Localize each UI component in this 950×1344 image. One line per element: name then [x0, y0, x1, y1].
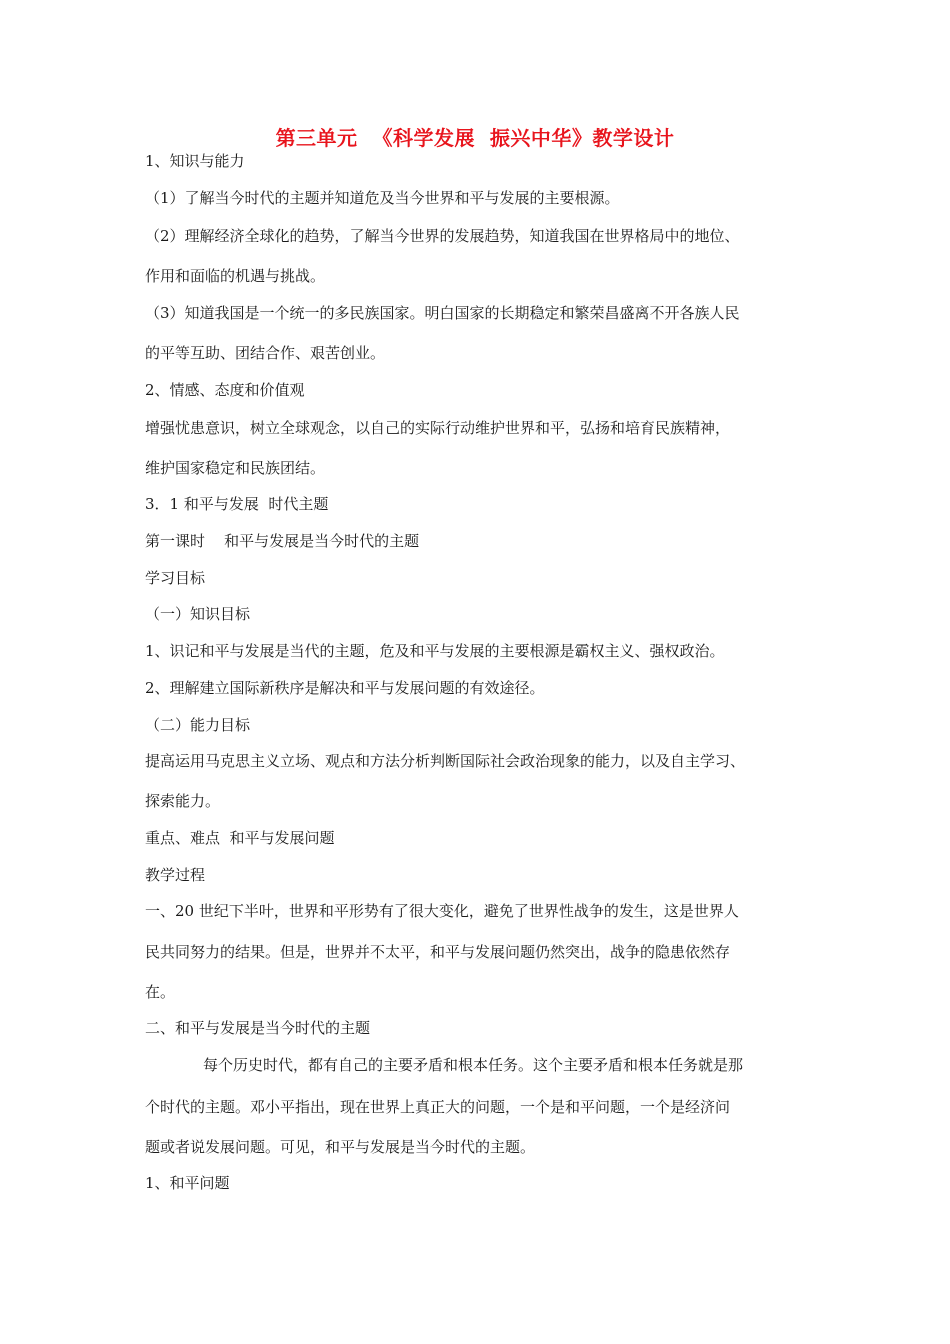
paragraph-line: 个时代的主题。邓小平指出，现在世界上真正大的问题，一个是和平问题，一个是经济问 [145, 1098, 731, 1116]
heading-knowledge-goals: （一）知识目标 [145, 605, 251, 623]
paragraph-line: 增强忧患意识，树立全球观念，以自己的实际行动维护世界和平，弘扬和培育民族精神， [145, 419, 731, 437]
paragraph-line: 探索能力。 [145, 792, 221, 810]
heading-knowledge-ability: 1、知识与能力 [145, 152, 245, 170]
section-heading: 3．1 和平与发展 时代主题 [145, 495, 329, 513]
paragraph-line: 的平等互助、团结合作、艰苦创业。 [145, 344, 386, 362]
paragraph-line: 2、理解建立国际新秩序是解决和平与发展问题的有效途径。 [145, 679, 545, 697]
paragraph-line: 提高运用马克思主义立场、观点和方法分析判断国际社会政治现象的能力，以及自主学习、 [145, 752, 746, 770]
paragraph-line: （3）知道我国是一个统一的多民族国家。明白国家的长期稳定和繁荣昌盛离不开各族人民 [145, 304, 740, 322]
heading-emotion-values: 2、情感、态度和价值观 [145, 381, 305, 399]
heading-learning-goals: 学习目标 [145, 569, 206, 587]
heading-teaching-process: 教学过程 [145, 866, 206, 884]
subsection-heading: 1、和平问题 [145, 1174, 230, 1192]
paragraph-line: （1）了解当今时代的主题并知道危及当今世界和平与发展的主要根源。 [145, 189, 620, 207]
lesson-heading: 第一课时 和平与发展是当今时代的主题 [145, 532, 420, 550]
paragraph-line: （2）理解经济全球化的趋势，了解当今世界的发展趋势，知道我国在世界格局中的地位、 [145, 227, 740, 245]
paragraph-line: 每个历史时代，都有自己的主要矛盾和根本任务。这个主要矛盾和根本任务就是那 [203, 1056, 744, 1074]
heading-ability-goals: （二）能力目标 [145, 716, 251, 734]
heading-key-points: 重点、难点 和平与发展问题 [145, 829, 335, 847]
paragraph-line: 民共同努力的结果。但是，世界并不太平，和平与发展问题仍然突出，战争的隐患依然存 [145, 943, 731, 961]
paragraph-line: 维护国家稳定和民族团结。 [145, 459, 326, 477]
paragraph-line: 1、识记和平与发展是当代的主题，危及和平与发展的主要根源是霸权主义、强权政治。 [145, 642, 725, 660]
paragraph-line: 在。 [145, 983, 176, 1001]
section-heading: 二、和平与发展是当今时代的主题 [145, 1019, 371, 1037]
document-title: 第三单元 《科学发展 振兴中华》教学设计 [275, 126, 675, 150]
paragraph-line: 题或者说发展问题。可见，和平与发展是当今时代的主题。 [145, 1138, 536, 1156]
paragraph-line: 作用和面临的机遇与挑战。 [145, 267, 326, 285]
paragraph-line: 一、20 世纪下半叶，世界和平形势有了很大变化，避免了世界性战争的发生，这是世界人 [145, 902, 739, 920]
